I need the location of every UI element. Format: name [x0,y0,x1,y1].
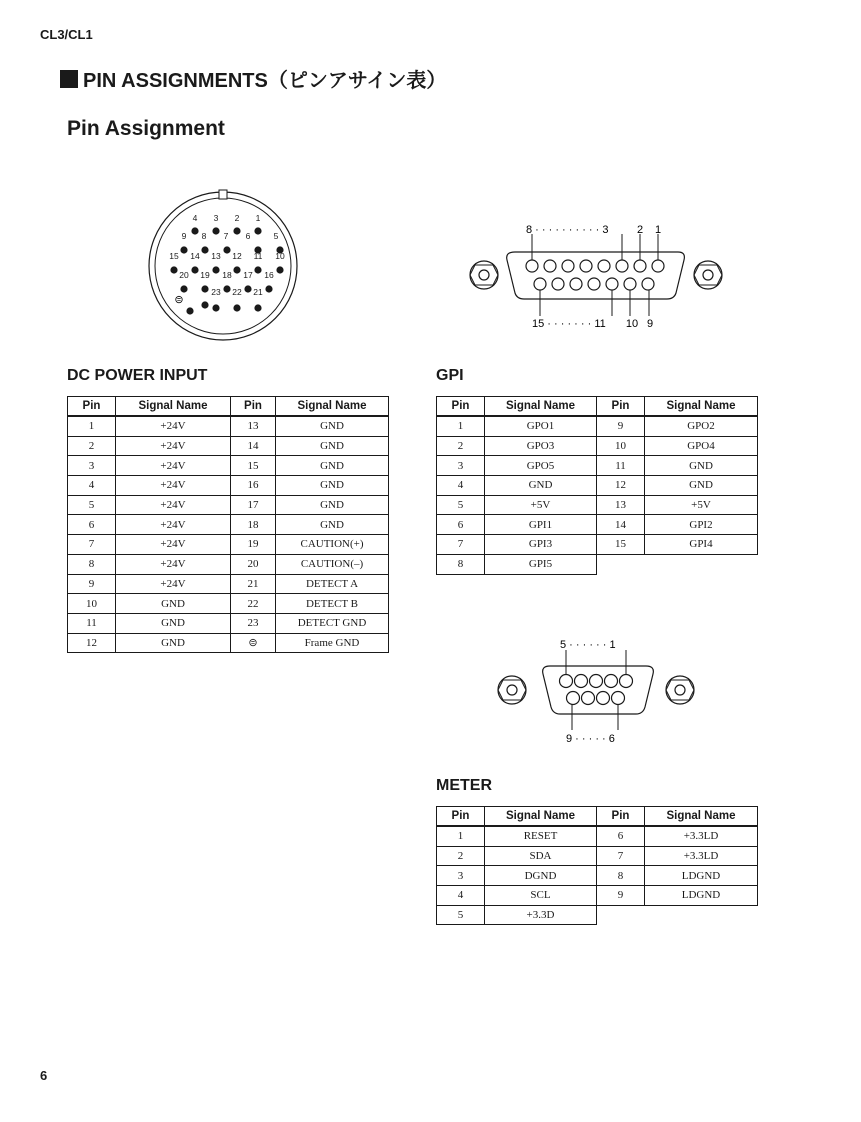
table-cell: +24V [116,554,231,574]
table-cell: DGND [485,866,597,886]
connector-pin [254,266,261,273]
column-header: Pin [231,397,276,417]
table-cell: 8 [597,866,645,886]
dsub15-top-label-2: 2 [636,224,644,236]
table-cell: DETECT B [276,594,389,614]
table-cell: 3 [68,456,116,476]
connector-pin-label: 18 [222,270,232,280]
table-row [437,535,758,555]
dsub9-pin [567,692,580,705]
table-cell: 5 [437,905,485,925]
connector-pin [233,304,240,311]
column-header: Pin [437,397,485,417]
connector-pin-label: 22 [232,287,242,297]
table-cell: 19 [231,535,276,555]
table-cell: ⊜ [231,633,276,653]
table-cell: 9 [68,574,116,594]
table-row [68,456,389,476]
connector-pin [265,285,272,292]
table-cell: 1 [437,416,485,436]
connector-pin-label: 14 [190,251,200,261]
column-header: Signal Name [276,397,389,417]
connector-pin [212,227,219,234]
table-row [437,886,758,906]
table-cell [645,554,758,574]
connector-pin [180,246,187,253]
dsub15-pin [544,260,556,272]
table-cell: 8 [437,554,485,574]
ground-symbol-label: ⊜ [174,294,184,306]
table-cell: GND [276,495,389,515]
dsub15-top-label-1: 1 [654,224,662,236]
table-cell: 2 [437,436,485,456]
connector-pin-label: 7 [223,231,229,241]
column-header: Pin [597,397,645,417]
table-cell: 14 [597,515,645,535]
meter-title: METER [436,777,492,794]
table-cell: GPI2 [645,515,758,535]
table-row [437,515,758,535]
table-cell: 11 [68,613,116,633]
table-cell: GPO3 [485,436,597,456]
document-header-model: CL3/CL1 [40,27,93,42]
table-cell: 10 [597,436,645,456]
connector-pin [223,285,230,292]
connector-pin-label: 21 [253,287,263,297]
column-header: Pin [597,807,645,827]
table-cell: 7 [68,535,116,555]
table-cell: 21 [231,574,276,594]
dsub15-pin [598,260,610,272]
table-cell: +24V [116,574,231,594]
table-row [437,846,758,866]
table-cell: 5 [437,495,485,515]
dsub15-bottom-label-range: 15 · · · · · · · 11 [532,318,606,330]
table-cell: 9 [597,416,645,436]
connector-pin [276,266,283,273]
table-cell: GND [276,456,389,476]
table-cell: +24V [116,416,231,436]
table-cell: GPO5 [485,456,597,476]
gpi-table [436,396,758,575]
table-row [68,554,389,574]
table-cell: +3.3LD [645,846,758,866]
page-number: 6 [40,1068,48,1083]
dsub9-pin [582,692,595,705]
table-cell: GND [645,456,758,476]
dc-power-table [67,396,389,653]
table-cell: GND [276,476,389,496]
dsub15-pin [526,260,538,272]
table-cell: 17 [231,495,276,515]
table-cell: +3.3LD [645,826,758,846]
table-cell: GND [276,436,389,456]
table-cell: LDGND [645,886,758,906]
connector-inner-ring [155,198,291,334]
column-header: Signal Name [485,397,597,417]
table-row [437,866,758,886]
dsub15-pin [652,260,664,272]
dsub9-top-label: 5 · · · · · · 1 [560,639,616,651]
dsub15-pin [588,278,600,290]
dsub15-pin [580,260,592,272]
table-cell: GND [116,613,231,633]
connector-pin [212,266,219,273]
dsub15-pin [570,278,582,290]
connector-pin-label: 5 [273,231,279,241]
dsub9-pin [560,675,573,688]
dc-power-title: DC POWER INPUT [67,367,208,384]
connector-pin-label: 12 [232,251,242,261]
table-row [68,594,389,614]
table-cell: 4 [68,476,116,496]
table-cell: 15 [597,535,645,555]
table-cell: +24V [116,456,231,476]
table-cell: 2 [437,846,485,866]
connector-pin [170,266,177,273]
table-cell: SDA [485,846,597,866]
table-cell: 3 [437,866,485,886]
table-row [68,416,389,436]
dsub9-pin [612,692,625,705]
column-header: Signal Name [645,807,758,827]
table-cell: GPO1 [485,416,597,436]
connector-pin-label: 4 [192,213,198,223]
connector-pin [191,227,198,234]
table-cell: DETECT GND [276,613,389,633]
column-header: Signal Name [485,807,597,827]
table-row [68,574,389,594]
table-row [437,476,758,496]
section-title [60,64,446,93]
dsub15-top-label-range: 8 · · · · · · · · · · 3 [526,224,609,236]
table-row [437,905,758,925]
table-cell: GPI1 [485,515,597,535]
table-row [437,826,758,846]
table-cell: 15 [231,456,276,476]
table-cell: 18 [231,515,276,535]
connector-pin [201,246,208,253]
table-cell: GND [276,515,389,535]
table-cell: +24V [116,436,231,456]
table-cell: 4 [437,476,485,496]
connector-pin-label: 10 [275,251,285,261]
connector-pin-label: 15 [169,251,179,261]
table-cell: 7 [437,535,485,555]
section-marker-icon [60,70,78,88]
table-cell: 7 [597,846,645,866]
column-header: Signal Name [645,397,758,417]
dsub15-bottom-label-9: 9 [646,318,654,330]
connector-pin-label: 2 [234,213,240,223]
table-row [437,436,758,456]
dsub9-pin [597,692,610,705]
dsub15-pin [552,278,564,290]
column-header: Pin [68,397,116,417]
connector-pin [201,301,208,308]
table-cell: 6 [68,515,116,535]
dsub9-connector-diagram [490,634,702,746]
table-cell: +24V [116,515,231,535]
connector-pin-label: 23 [211,287,221,297]
table-cell: 23 [231,613,276,633]
connector-pin-label: 16 [264,270,274,280]
connector-pin [186,307,193,314]
dsub15-bottom-label-10: 10 [625,318,639,330]
table-cell [597,905,645,925]
table-cell: 4 [437,886,485,906]
connector-pin [180,285,187,292]
table-cell: +24V [116,535,231,555]
connector-outer-ring [149,192,297,340]
connector-pin-label: 19 [200,270,210,280]
column-header: Pin [437,807,485,827]
table-row [437,554,758,574]
table-row [68,535,389,555]
table-cell: +5V [485,495,597,515]
table-cell: 20 [231,554,276,574]
table-cell: +5V [645,495,758,515]
table-cell: 14 [231,436,276,456]
section-title-text: PIN ASSIGNMENTS（ピンアサイン表） [83,70,447,92]
table-cell: 9 [597,886,645,906]
table-cell: 1 [437,826,485,846]
connector-pin [212,304,219,311]
connector-pin-label: 6 [245,231,251,241]
dsub9-pin [620,675,633,688]
dsub9-pin [605,675,618,688]
table-cell: GND [116,633,231,653]
table-cell: CAUTION(–) [276,554,389,574]
table-cell: GND [485,476,597,496]
table-cell: GPI4 [645,535,758,555]
connector-pin [254,304,261,311]
connector-pin-label: 8 [201,231,207,241]
table-cell: 6 [597,826,645,846]
dsub15-pin [606,278,618,290]
dsub9-pin [590,675,603,688]
dsub9-bottom-label: 9 · · · · · 6 [566,733,615,745]
table-cell: Frame GND [276,633,389,653]
table-cell: CAUTION(+) [276,535,389,555]
table-cell: +24V [116,495,231,515]
meter-table [436,806,758,925]
table-cell: +3.3D [485,905,597,925]
table-cell [645,905,758,925]
table-row [68,613,389,633]
table-cell: 3 [437,456,485,476]
table-cell: GPI5 [485,554,597,574]
table-cell: 6 [437,515,485,535]
dsub15-pin [634,260,646,272]
connector-key-notch [219,190,227,199]
table-row [437,495,758,515]
dsub15-pin [562,260,574,272]
table-cell: 2 [68,436,116,456]
table-row [68,633,389,653]
table-row [68,515,389,535]
connector-pin [244,285,251,292]
connector-pin [223,246,230,253]
table-cell: 11 [597,456,645,476]
connector-pin-label: 13 [211,251,221,261]
connector-pin-label: 1 [255,213,261,223]
connector-pin [233,266,240,273]
connector-pin [254,227,261,234]
table-cell: 22 [231,594,276,614]
table-row [437,456,758,476]
dsub15-pin [616,260,628,272]
connector-pin-label: 9 [181,231,187,241]
table-cell: 1 [68,416,116,436]
table-cell: 8 [68,554,116,574]
table-cell: 12 [68,633,116,653]
round-connector-diagram [148,188,298,344]
dsub15-pin [642,278,654,290]
page-subtitle: Pin Assignment [67,117,225,140]
table-cell: GND [116,594,231,614]
table-cell: GND [645,476,758,496]
table-cell: 12 [597,476,645,496]
dsub15-connector-diagram [462,220,730,332]
gpi-title: GPI [436,367,464,384]
connector-pin-label: 20 [179,270,189,280]
table-cell: SCL [485,886,597,906]
table-cell [597,554,645,574]
table-row [68,476,389,496]
connector-pin [201,285,208,292]
table-cell: 13 [231,416,276,436]
dsub15-pin [624,278,636,290]
table-cell: +24V [116,476,231,496]
table-cell: DETECT A [276,574,389,594]
dsub9-pin [575,675,588,688]
table-cell: GND [276,416,389,436]
table-row [68,436,389,456]
table-cell: GPI3 [485,535,597,555]
table-row [437,416,758,436]
table-cell: 10 [68,594,116,614]
table-cell: 13 [597,495,645,515]
column-header: Signal Name [116,397,231,417]
table-cell: 16 [231,476,276,496]
table-cell: LDGND [645,866,758,886]
table-cell: 5 [68,495,116,515]
connector-pin [233,227,240,234]
table-row [68,495,389,515]
table-cell: GPO4 [645,436,758,456]
table-cell: RESET [485,826,597,846]
dsub15-pin [534,278,546,290]
connector-pin [191,266,198,273]
table-cell: GPO2 [645,416,758,436]
connector-pin-label: 17 [243,270,253,280]
connector-pin-label: 11 [253,251,263,261]
connector-pin-label: 3 [213,213,219,223]
